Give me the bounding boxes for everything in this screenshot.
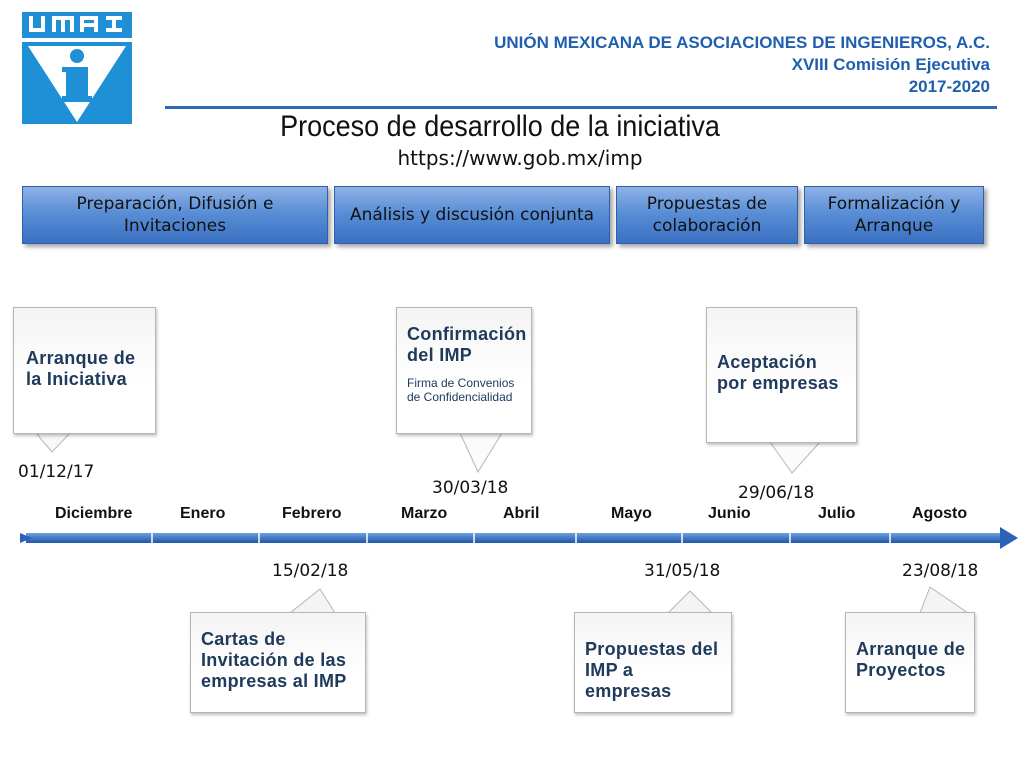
committee-period: 2017-2020: [908, 77, 990, 96]
month-label: Febrero: [282, 505, 342, 522]
month-label: Marzo: [401, 505, 448, 522]
callout-tail-cartas-invitacion: [290, 589, 335, 613]
callout-cartas-invitacion: [190, 612, 366, 713]
month-label: Abril: [503, 505, 540, 522]
callout-confirmacion-imp: [396, 307, 532, 434]
month-label: Agosto: [912, 505, 968, 522]
phase-analisis: Análisis y discusión conjunta: [334, 186, 610, 244]
month-label: Julio: [818, 505, 856, 522]
event-date: 01/12/17: [18, 462, 95, 482]
callout-arranque-iniciativa: [13, 307, 156, 434]
event-date: 29/06/18: [738, 483, 815, 503]
phase-propuestas: Propuestas de colaboración: [616, 186, 798, 244]
event-date: 31/05/18: [644, 561, 721, 581]
callout-note: Firma de Convenios de Confidencialidad: [407, 376, 515, 404]
callout-title: Aceptación por empresas: [717, 352, 839, 393]
callout-tail-propuestas-imp: [668, 591, 712, 613]
callout-tail-confirmacion-imp: [460, 433, 502, 472]
callout-aceptacion-empresas: [706, 307, 857, 443]
event-date: 23/08/18: [902, 561, 979, 581]
month-label: Diciembre: [55, 505, 133, 522]
callout-title: Propuestas del IMP a empresas: [585, 639, 719, 701]
callout-propuestas-imp: [574, 612, 732, 713]
organization-name: UNIÓN MEXICANA DE ASOCIACIONES DE INGENIEROS, A.C.: [494, 33, 990, 52]
callout-tail-arranque-proyectos: [920, 587, 968, 613]
reference-url: https://www.gob.mx/imp: [397, 146, 643, 170]
event-date: 15/02/18: [272, 561, 349, 581]
committee-name: XVIII Comisión Ejecutiva: [791, 55, 990, 74]
callout-arranque-proyectos: [845, 612, 975, 713]
month-label: Enero: [180, 505, 226, 522]
callout-title: Cartas de Invitación de las empresas al IMP: [201, 629, 347, 691]
timeline-axis: [26, 533, 1004, 543]
phase-preparacion: Preparación, Difusión e Invitaciones: [22, 186, 328, 244]
phase-formalizacion: Formalización y Arranque: [804, 186, 984, 244]
page-title: Proceso de desarrollo de la iniciativa: [280, 110, 720, 143]
callout-title: Arranque de la Iniciativa: [26, 348, 136, 389]
timeline-arrowhead: [1000, 527, 1018, 549]
month-label: Mayo: [611, 505, 652, 522]
callout-title: Arranque de Proyectos: [856, 639, 966, 680]
callout-tail-arranque-iniciativa: [36, 433, 70, 452]
callout-title: Confirmación del IMP: [407, 324, 527, 365]
callout-tail-aceptacion-empresas: [770, 442, 820, 473]
event-date: 30/03/18: [432, 478, 509, 498]
month-label: Junio: [708, 505, 751, 522]
